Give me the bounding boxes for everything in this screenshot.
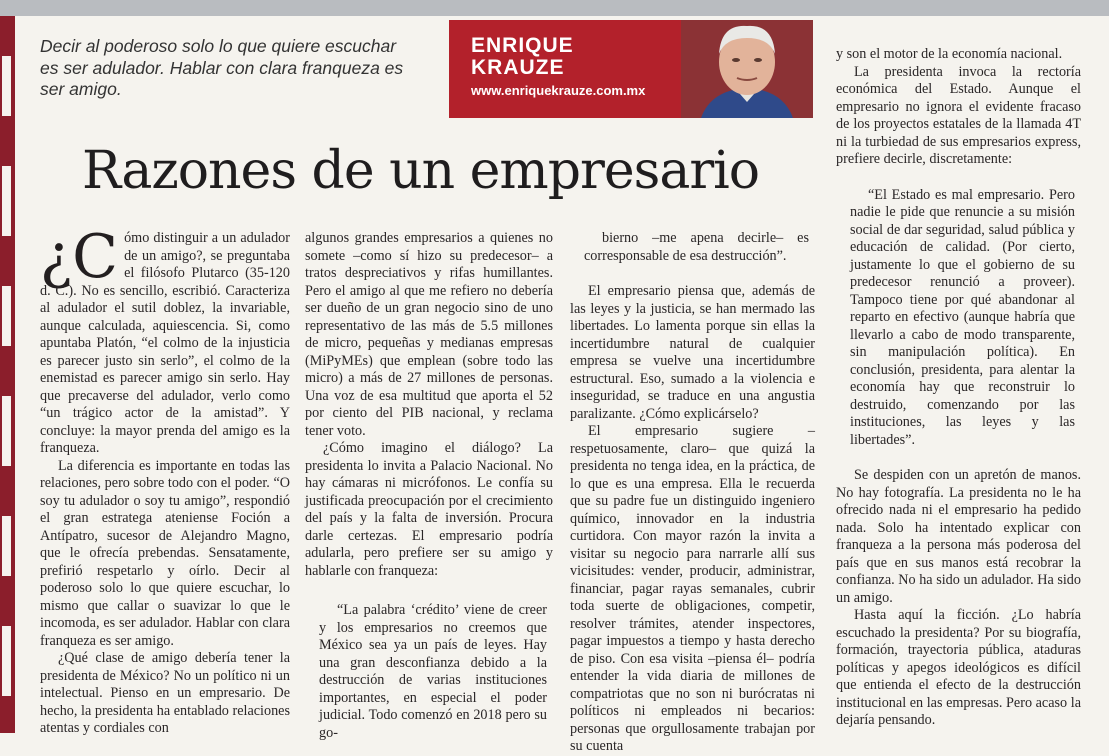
author-last-name: KRAUZE [471,56,565,79]
author-url[interactable]: www.enriquekrauze.com.mx [471,83,646,98]
paragraph: algunos grandes empresarios a quienes no somete –como sí hizo su predecesor– a tratos despreciativos y rifas humillantes. Pero el amigo al que me refiero no debería ser dueño de un gran negocio sino de uno representativo de las más de 5.5 millones de micro, pequeñas y medianas empresas (MiPyMEs) que emplean (sobre todo las micro) a más de 27 millones de personas. Una voz de esa multitud que aporta el 52 por ciento del PIB nacional, y reclama tener voto. [305,230,553,439]
headline: Razones de un empresario [82,141,760,201]
section-strip [0,16,15,733]
paragraph: ¿Qué clase de amigo debería tener la presidenta de México? No un político ni un intelectual. Pienso en un empresario. De hecho, la presidenta ha entablado relaciones atentas y cordiales con [40,650,290,736]
blockquote-text: “El Estado es mal empresario. Pero nadie le pide que renuncie a su misión social de dar seguridad, salud pública y educación de calidad. (Por cierto, justamente lo que el gobierno de su predecesor renunció a proveer). Tampoco tiene por qué abandonar al reparto en efectivo (aunque habría que llevarlo a cabo de modo transparente, sin manipulación política). En conclusión, presidenta, para alentar la economía hay que reconstruir lo destruido, comenzando por las instituciones, las leyes y las libertades”. [850,186,1075,448]
paragraph: y son el motor de la economía nacional. [836,46,1063,62]
paragraph: Se despiden con un apretón de manos. No hay fotografía. La presidenta no le ha ofrecido nada ni el empresario ha pedido nada. Solo ha intentado explicar con franqueza a la persona más poderosa del país que en sus manos está recobrar la confianza. No ha sido un adulador. Ha sido un amigo. [836,467,1081,606]
column-4 [836,46,1081,730]
paragraph: ¿Cómo imagino el diálogo? La presidenta lo invita a Palacio Nacional. No hay cámaras ni micrófonos. Le confía su justificada preocupación por el crecimiento del país y la falta de inversión. Procura darle certezas. El empresario podría adularla, pero prefiere ser su amigo y hablarle con franqueza: [305,440,553,579]
top-bar [0,0,1109,16]
strip-mark [2,516,11,576]
paragraph: El empresario sugiere –respetuosamente, claro– que quizá la presidenta no tenga idea, en la práctica, de lo que es una empresa. Ella le recuerda que su padre fue un distinguido ingeniero químico, innovador en la industria curtidora. Con mayor razón la invita a visitar su negocio para narrarle allí sus vicisitudes: vender, producir, administrar, financiar, pagar rayas semanales, cubrir toda suerte de obligaciones, competir, resolver trámites, atender inspectores, pagar impuestos a tiempo y hasta derecho de piso. Con esa visita –piensa él– podría entender la vida diaria de millones de compatriotas que no son ni burócratas ni políticos ni empleados ni becarios: personas que orgullosamente trabajan por su cuenta [570,423,815,754]
strip-mark [2,396,11,466]
blockquote-text: “La palabra ‘crédito’ viene de creer y los empresarios no creemos que México sea ya un país de leyes. Hay una gran desconfianza debido a la destrucción de varias instituciones importantes, en especial el poder judicial. Todo comenzó en 2018 pero su go- [319,602,547,741]
strip-mark [2,626,11,696]
paragraph: El empresario piensa que, además de las leyes y la justicia, se han mermado las libertades. Lo lamenta porque sin ellas la incertidumbre natural de cualquier empresa se vuelve una incertidumbre estructural. Eso, sumado a la violencia e inseguridad, se traduce en una angustia paralizante. ¿Cómo explicárselo? [570,283,815,422]
blockquote [305,602,553,742]
author-banner [449,20,813,118]
column-1 [40,222,290,738]
author-name [471,35,671,79]
author-photo [681,20,813,118]
blockquote [836,187,1081,450]
paragraph-text: ómo distinguir a un adulador de un amigo?, se preguntaba el filósofo Plutarco (35-120 d. C.). No es sencillo, escribió. Caracteriza al adulador el sutil doblez, la invariable, aunque calculada, aquiescencia. Si, como apuntaba Platón, “el colmo de la injusticia es parecer justo sin serlo”, el colmo de la enemistad es parecer amigo sin serlo. Hay que precaverse del adulador, verlo como “un trágico actor de la amistad”. Y concluye: la mayor prenda del amigo es la franqueza. [40,230,290,456]
strip-mark [2,286,11,346]
pull-quote: Decir al poderoso solo lo que quiere escuchar es ser adulador. Hablar con clara franqueza es ser amigo. [40,36,404,99]
blockquote [570,230,815,265]
column-3 [570,230,815,756]
column-2 [305,230,553,742]
author-first-name: ENRIQUE [471,34,574,57]
paragraph: Hasta aquí la ficción. ¿Lo habría escuchado la presidenta? Por su biografía, formación, trayectoria pública, ataduras políticas y apegos ideológicos es difícil que entienda el efecto de la destrucción institucional en las empresas. Pero acaso la dejaría pensando. [836,607,1081,728]
strip-mark [2,56,11,116]
paragraph [40,222,290,458]
paragraph: La presidenta invoca la rectoría económica del Estado. Aunque el empresario no ignora el evidente fracaso de los proyectos estatales de la llamada 4T ni la turbiedad de sus empresarios express, prefiere decirle, discretamente: [836,63,1081,167]
drop-cap: ¿C [40,222,119,292]
paragraph: La diferencia es importante en todas las relaciones, pero sobre todo con el poder. “O soy tu adulador o soy tu amigo”, respondió el gran estratega ateniense Foción a Antípatro, sucesor de Alejandro Magno, que le ofrecía prebendas. Sensatamente, prefirió respetarlo y oírlo. Decir al poderoso solo lo que quiere escuchar, lo mismo que callar o suavizar lo que le incomoda, es ser adulador. Hablar con clara franqueza es ser amigo. [40,457,290,649]
blockquote-text: bierno –me apena decirle– es corresponsable de esa destrucción”. [584,230,809,264]
strip-mark [2,166,11,236]
